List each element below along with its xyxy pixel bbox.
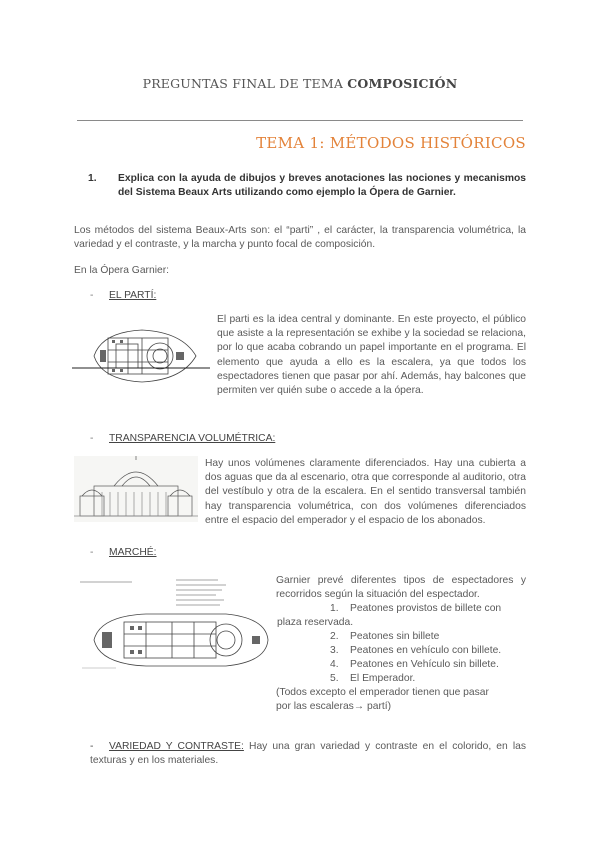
opera-intro: En la Ópera Garnier: bbox=[74, 265, 170, 276]
page-title-prefix: PREGUNTAS FINAL DE TEMA bbox=[142, 76, 344, 91]
bullet-dash: - bbox=[90, 290, 94, 301]
parti-heading bbox=[90, 290, 156, 301]
marche-list-item-5 bbox=[330, 672, 415, 686]
marche-list-item-1-cont: plaza reservada. bbox=[277, 617, 354, 628]
variedad-heading-label: VARIEDAD Y CONTRASTE: bbox=[109, 741, 244, 752]
marche-list-item-2 bbox=[330, 630, 439, 644]
list-text: Peatones en vehículo con billete. bbox=[350, 645, 502, 656]
parti-floor-plan-image bbox=[72, 320, 210, 392]
parti-heading-label: EL PARTÍ: bbox=[109, 290, 157, 301]
marche-heading bbox=[90, 547, 156, 558]
bullet-dash: - bbox=[90, 741, 94, 752]
parti-text: El parti es la idea central y dominante. En este proyecto, el público que asiste a la representación se exhibe y la sociedad se relaciona, por lo que acaba cobrando un papel importante en el programa. El elemento que ayuda a ello es la escalera, ya que todos los espectadores tienen que pasar por ahí. Además, hay balcones que permiten ver quién sube o accede a la ópera. bbox=[217, 314, 526, 397]
page-title bbox=[0, 76, 600, 91]
question-1 bbox=[88, 172, 526, 200]
marche-list-item-4 bbox=[330, 658, 499, 672]
list-number: 4. bbox=[330, 659, 339, 670]
question-text: Explica con la ayuda de dibujos y breves anotaciones las nociones y mecanismos del Sistema Beaux Arts utilizando como ejemplo la Ópera de Garnier. bbox=[118, 173, 526, 198]
list-number: 3. bbox=[330, 645, 339, 656]
transparencia-heading-label: TRANSPARENCIA VOLUMÉTRICA: bbox=[109, 433, 276, 444]
list-number: 5. bbox=[330, 673, 339, 684]
list-number: 1. bbox=[330, 603, 339, 614]
section-title: TEMA 1: MÉTODOS HISTÓRICOS bbox=[256, 134, 526, 152]
list-text: Peatones sin billete bbox=[350, 631, 440, 642]
list-text: Peatones provistos de billete con bbox=[350, 603, 502, 614]
marche-note-line-2: por las escaleras→ partí) bbox=[276, 701, 392, 712]
marche-circulation-plan-image bbox=[76, 574, 272, 672]
marche-list-item-3 bbox=[330, 644, 501, 658]
bullet-dash: - bbox=[90, 547, 94, 558]
marche-heading-label: MARCHÉ: bbox=[109, 547, 157, 558]
list-text: El Emperador. bbox=[350, 673, 416, 684]
transparencia-text: Hay unos volúmenes claramente diferenciados. Hay una cubierta a dos aguas que da al escenario, otra que corresponde al auditorio, otra del vestíbulo y otra de la escalera. En el sentido transversal también hay transparencia volumétrica, con dos volúmenes diferenciados entre el espacio del emperador y el espacio de los abonados. bbox=[205, 458, 526, 526]
question-number: 1. bbox=[88, 173, 97, 184]
marche-intro: Garnier prevé diferentes tipos de espectadores y recorridos según la situación del espectador. bbox=[276, 575, 526, 601]
opera-perspective-image bbox=[74, 456, 198, 522]
list-text: Peatones en Vehículo sin billete. bbox=[350, 659, 499, 670]
intro-paragraph: Los métodos del sistema Beaux-Arts son: el “parti” , el carácter, la transparencia volumétrica, la variedad y el contraste, y la marcha y punto focal de composición. bbox=[74, 225, 526, 251]
bullet-dash: - bbox=[90, 433, 94, 444]
variedad-paragraph bbox=[90, 740, 526, 768]
transparencia-heading bbox=[90, 433, 275, 444]
marche-list-item-1 bbox=[330, 602, 501, 616]
page-title-bold: COMPOSICIÓN bbox=[347, 76, 458, 91]
marche-note-line-1: (Todos excepto el emperador tienen que pasar bbox=[276, 687, 489, 698]
variedad-text: Hay una gran variedad y contraste en el colorido, en las texturas y en los materiales. bbox=[90, 741, 526, 767]
list-number: 2. bbox=[330, 631, 339, 642]
header-divider bbox=[77, 120, 523, 121]
